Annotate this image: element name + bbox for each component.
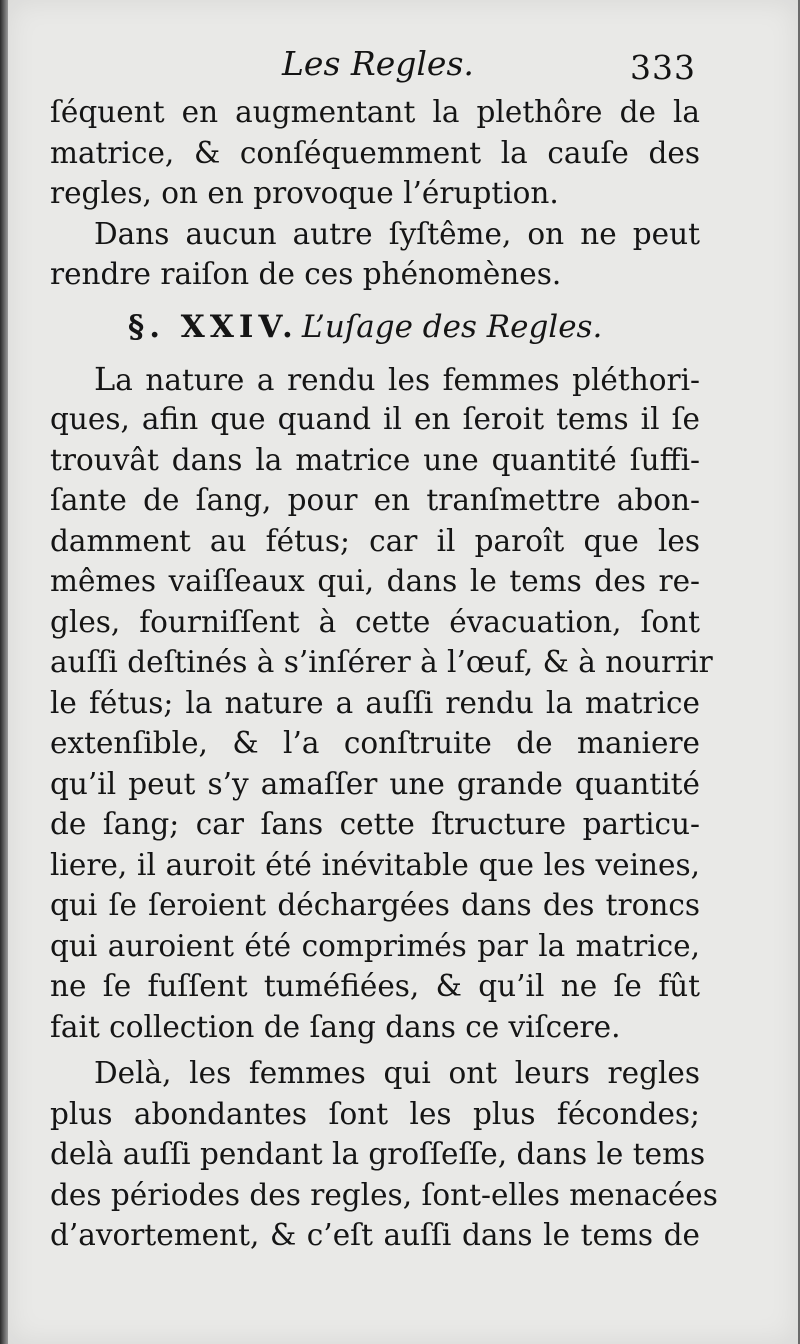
section-heading: [50, 301, 700, 353]
text-line: qu’il peut s’y amaſſer une grande quantité: [50, 766, 700, 801]
text-line: qui auroient été comprimés par la matrice,: [50, 928, 700, 963]
book-gutter-shadow: [0, 0, 8, 1344]
text-line: qui ſe ſeroient déchargées dans des troncs: [50, 888, 700, 922]
text-line: La nature a rendu les femmes pléthori-: [94, 359, 700, 398]
text-line: de ſang; car ſans cette ſtructure particu-: [50, 807, 700, 841]
text-line: fait collection de ſang dans ce viſcere.: [50, 1009, 621, 1044]
text-line: rendre raiſon de ces phénomènes.: [50, 257, 562, 291]
text-line: liere, il auroit été inévitable que les veines,: [50, 847, 700, 882]
paragraph-continued: [50, 92, 700, 214]
text-line: auſſi deſtinés à s’inſérer à l’œuf, & à nourrir: [50, 645, 713, 679]
paragraph: [50, 1053, 718, 1256]
running-head: Les Regles.: [282, 44, 474, 83]
text-line: ſéquent en augmentant la plethôre de la: [50, 95, 700, 129]
page-number: 333: [630, 48, 696, 87]
text-line: ne ſe fuſſent tuméfiées, & qu’il ne ſe fût: [50, 969, 700, 1003]
text-line: mêmes vaiſſeaux qui, dans le tems des re-: [50, 564, 700, 598]
text-line: d’avortement, & c’eſt auſſi dans le tems de: [50, 1218, 700, 1252]
section-title: L’uſage des Regles.: [301, 308, 603, 345]
text-line: damment au fétus; car il paroît que les: [50, 523, 700, 558]
text-line: regles, on en provoque l’éruption.: [50, 176, 559, 210]
text-line: gles, fourniſſent à cette évacuation, ſont: [50, 604, 700, 639]
text-line: ſante de ſang, pour en tranſmettre abon-: [50, 483, 700, 517]
book-page: [8, 0, 798, 1344]
section-number: §. XXIV.: [128, 308, 298, 345]
text-line: extenſible, & l’a conſtruite de maniere: [50, 726, 700, 760]
paragraph: [50, 214, 700, 295]
text-line: le fétus; la nature a auſſi rendu la matrice: [50, 685, 700, 720]
text-line: plus abondantes ſont les plus fécondes;: [50, 1096, 700, 1131]
page-text: [50, 92, 718, 1256]
text-line: des périodes des regles, ſont-elles menacées: [50, 1177, 718, 1212]
text-line: Dans aucun autre ſyſtême, on ne peut: [94, 216, 700, 251]
paragraph: [50, 359, 713, 1048]
text-line: delà auſſi pendant la groſſeſſe, dans le tems: [50, 1137, 706, 1171]
page-header: [8, 40, 798, 100]
text-line: matrice, & conſéquemment la cauſe des: [50, 135, 700, 170]
text-line: ques, afin que quand il en ſeroit tems il ſe: [50, 402, 700, 436]
text-line: trouvât dans la matrice une quantité ſuffi-: [50, 442, 700, 477]
text-line: Delà, les femmes qui ont leurs regles: [94, 1056, 700, 1090]
